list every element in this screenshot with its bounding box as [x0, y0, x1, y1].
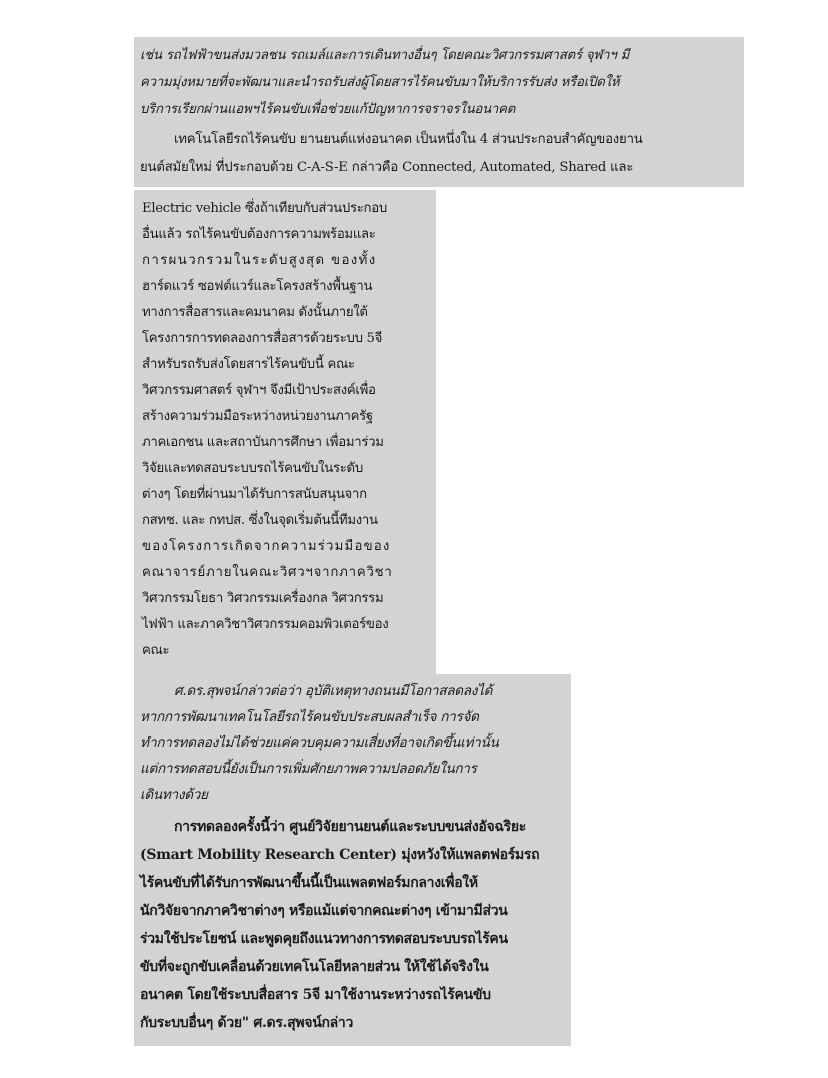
text-line: ของโครงการเกิดจากความร่วมมือของ	[142, 539, 391, 554]
article-block-top	[134, 37, 744, 187]
text-line: คณาจารย์ภายในคณะวิศวฯจากภาควิชา	[142, 565, 393, 580]
text-line: วิศวกรรมโยธา วิศวกรรมเครื่องกล วิศวกรรม	[142, 591, 384, 606]
text-line: เทคโนโลยีรถไร้คนขับ ยานยนต์แห่งอนาคต เป็นหนึ่งใน 4 ส่วนประกอบสำคัญของยาน	[174, 132, 643, 147]
text-line: ฮาร์ดแวร์ ซอฟต์แวร์และโครงสร้างพื้นฐาน	[142, 279, 373, 294]
text-line: คณะ	[142, 643, 170, 658]
bold-line: (Smart Mobility Research Center) มุ่งหวังให้แพลตฟอร์มรถ	[140, 847, 540, 863]
text-line: เช่น รถไฟฟ้าขนส่งมวลชน รถเมล์และการเดินทางอื่นๆ โดยคณะวิศวกรรมศาสตร์ จุฬาฯ มี	[140, 48, 630, 63]
bold-line: การทดลองครั้งนี้ว่า ศูนย์วิจัยยานยนต์และระบบขนส่งอัจฉริยะ	[174, 819, 526, 835]
quote-line: เดินทางด้วย	[140, 787, 208, 803]
text-line: อื่นแล้ว รถไร้คนขับต้องการความพร้อมและ	[142, 227, 376, 242]
text-line: ไฟฟ้า และภาควิชาวิศวกรรมคอมพิวเตอร์ของ	[142, 617, 389, 632]
bold-line: ไร้คนขับที่ได้รับการพัฒนาขึ้นนี้เป็นแพลตฟอร์มกลางเพื่อให้	[140, 875, 478, 891]
quote-line: ทำการทดลองไม่ได้ช่วยแค่ควบคุมความเสี่ยงที่อาจเกิดขึ้นเท่านั้น	[140, 735, 499, 751]
bold-line: อนาคต โดยใช้ระบบสื่อสาร 5จี มาใช้งานระหว่างรถไร้คนขับ	[140, 987, 491, 1003]
quote-line: ศ.ดร.สุพจน์กล่าวต่อว่า อุบัติเหตุทางถนนมีโอกาสลดลงได้	[174, 683, 493, 699]
text-line: ความมุ่งหมายที่จะพัฒนาและนำรถรับส่งผู้โดยสารไร้คนขับมาให้บริการรับส่ง หรือเปิดให้	[140, 75, 620, 90]
text-line: Electric vehicle ซึ่งถ้าเทียบกับส่วนประกอบ	[142, 201, 387, 216]
article-block-bottom	[134, 674, 571, 1046]
text-line: สำหรับรถรับส่งโดยสารไร้คนขับนี้ คณะ	[142, 357, 355, 372]
text-line: ยนต์สมัยใหม่ ที่ประกอบด้วย C-A-S-E กล่าวคือ Connected, Automated, Shared และ	[140, 160, 634, 175]
text-line: กสทช. และ กทปส. ซึ่งในจุดเริ่มต้นนี้ทีมงาน	[142, 513, 378, 528]
text-line: วิศวกรรมศาสตร์ จุฬาฯ จึงมีเป้าประสงค์เพื่อ	[142, 383, 376, 398]
bold-line: ร่วมใช้ประโยชน์ และพูดคุยถึงแนวทางการทดสอบระบบรถไร้คน	[140, 931, 508, 947]
text-line: ต่างๆ โดยที่ผ่านมาได้รับการสนับสนุนจาก	[142, 487, 367, 502]
text-line: การผนวกรวมในระดับสูงสุด ของทั้ง	[142, 253, 377, 268]
text-line: ทางการสื่อสารและคมนาคม ดังนั้นภายใต้	[142, 305, 368, 320]
quote-line: แต่การทดสอบนี้ยังเป็นการเพิ่มศักยภาพความปลอดภัยในการ	[140, 761, 477, 777]
text-line: บริการเรียกผ่านแอพฯไร้คนขับเพื่อช่วยแก้ปัญหาการจราจรในอนาคต	[140, 102, 516, 117]
bold-line: ขับที่จะถูกขับเคลื่อนด้วยเทคโนโลยีหลายส่วน ให้ใช้ได้จริงใน	[140, 959, 489, 975]
quote-line: หากการพัฒนาเทคโนโลยีรถไร้คนขับประสบผลสำเร็จ การจัด	[140, 709, 479, 725]
text-line: ภาคเอกชน และสถาบันการศึกษา เพื่อมาร่วม	[142, 435, 384, 450]
bold-line: กับระบบอื่นๆ ด้วย" ศ.ดร.สุพจน์กล่าว	[140, 1015, 354, 1031]
text-line: วิจัยและทดสอบระบบรถไร้คนขับในระดับ	[142, 461, 363, 476]
bold-line: นักวิจัยจากภาควิชาต่างๆ หรือแม้แต่จากคณะต่างๆ เข้ามามีส่วน	[140, 903, 508, 919]
text-line: สร้างความร่วมมือระหว่างหน่วยงานภาครัฐ	[142, 409, 373, 424]
article-block-middle	[134, 190, 436, 674]
text-line: โครงการการทดลองการสื่อสารด้วยระบบ 5จี	[142, 331, 383, 346]
